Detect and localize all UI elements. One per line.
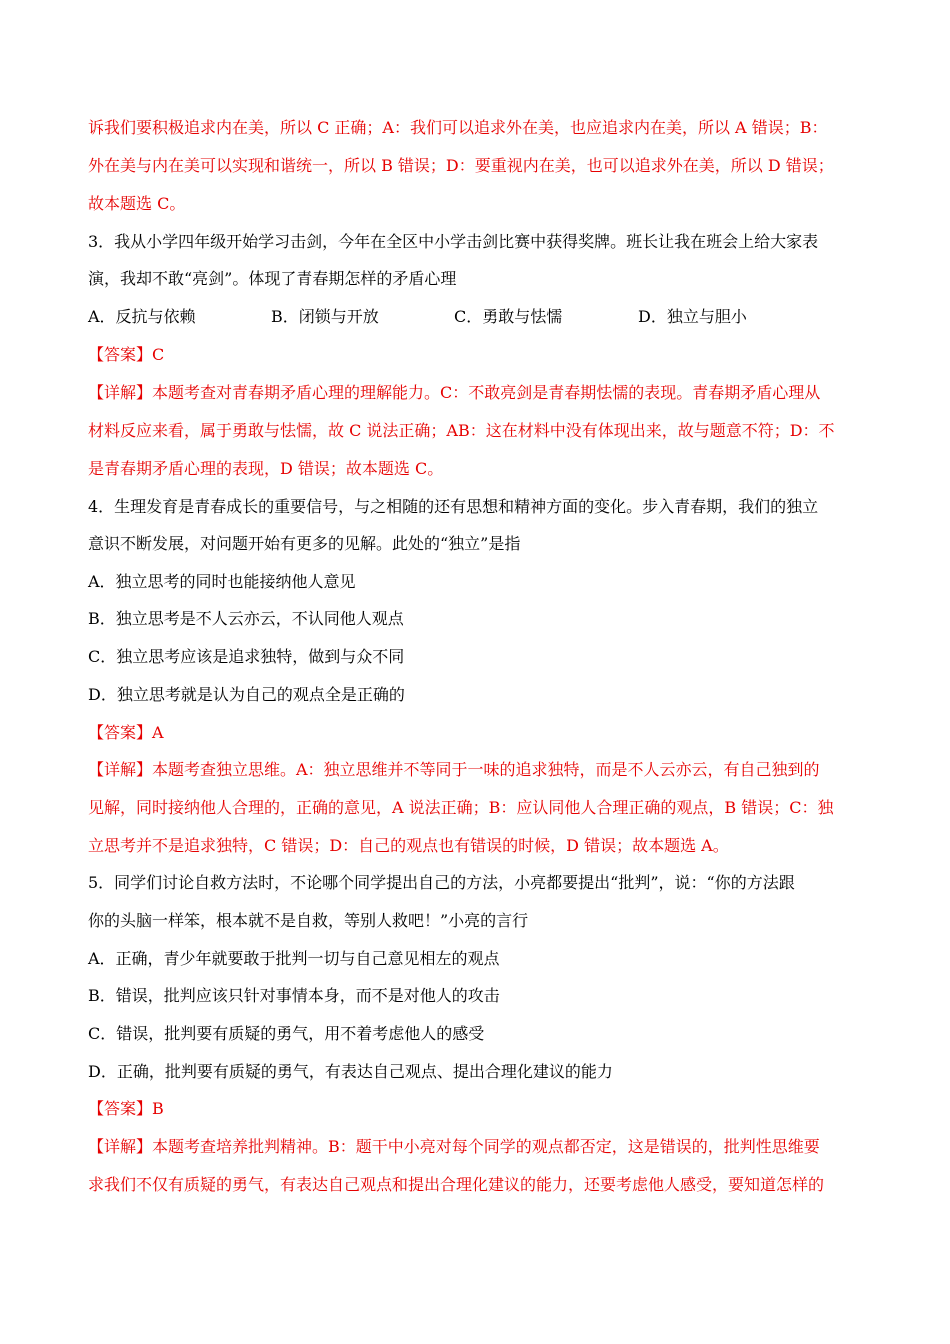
q3-option-d: D．独立与胆小 <box>638 307 747 326</box>
prev-explanation-line-2: 外在美与内在美可以实现和谐统一，所以 B 错误；D：要重视内在美，也可以追求外在美，所以 D 错误； <box>88 156 834 175</box>
q3-option-c: C．勇敢与怯懦 <box>454 307 563 326</box>
q4-option-c: C．独立思考应该是追求独特，做到与众不同 <box>88 647 405 666</box>
q4-explanation-line-2: 见解，同时接纳他人合理的，正确的意见，A 说法正确；B：应认同他人合理正确的观点，B 错误；C：独 <box>88 798 834 817</box>
q3-option-b: B．闭锁与开放 <box>271 307 379 326</box>
q3-explanation-line-3: 是青春期矛盾心理的表现，D 错误；故本题选 C。 <box>88 459 444 478</box>
q4-option-d: D．独立思考就是认为自己的观点全是正确的 <box>88 685 405 704</box>
q3-stem-line-2: 演，我却不敢“亮剑”。体现了青春期怎样的矛盾心理 <box>88 269 457 288</box>
q3-answer: 【答案】C <box>88 345 165 364</box>
q5-option-d: D．正确，批判要有质疑的勇气，有表达自己观点、提出合理化建议的能力 <box>88 1062 613 1081</box>
q5-option-b: B．错误，批判应该只针对事情本身，而不是对他人的攻击 <box>88 986 500 1005</box>
q4-answer: 【答案】A <box>88 723 164 742</box>
q4-stem-line-2: 意识不断发展，对问题开始有更多的见解。此处的“独立”是指 <box>88 534 521 553</box>
q5-answer: 【答案】B <box>88 1099 164 1118</box>
q5-stem-line-1: 5．同学们讨论自救方法时，不论哪个同学提出自己的方法，小亮都要提出“批判”，说：“你的方法跟 <box>88 873 795 892</box>
q5-option-c: C．错误，批判要有质疑的勇气，用不着考虑他人的感受 <box>88 1024 485 1043</box>
q4-stem-line-1: 4．生理发育是青春成长的重要信号，与之相随的还有思想和精神方面的变化。步入青春期，我们的独立 <box>88 497 819 516</box>
q3-option-a: A．反抗与依赖 <box>88 307 196 326</box>
q3-options-row <box>88 306 868 328</box>
q3-stem-line-1: 3．我从小学四年级开始学习击剑，今年在全区中小学击剑比赛中获得奖牌。班长让我在班会上给大家表 <box>88 232 819 251</box>
q5-explanation-line-2: 求我们不仅有质疑的勇气，有表达自己观点和提出合理化建议的能力，还要考虑他人感受，要知道怎样的 <box>88 1175 825 1194</box>
q3-explanation-line-1: 【详解】本题考查对青春期矛盾心理的理解能力。C：不敢亮剑是青春期怯懦的表现。青春期矛盾心理从 <box>88 383 821 402</box>
prev-explanation-line-3: 故本题选 C。 <box>88 194 186 213</box>
q3-explanation-line-2: 材料反应来看，属于勇敢与怯懦，故 C 说法正确；AB：这在材料中没有体现出来，故与题意不符；D：不 <box>88 421 835 440</box>
q5-option-a: A．正确，青少年就要敢于批判一切与自己意见相左的观点 <box>88 949 500 968</box>
q4-option-a: A．独立思考的同时也能接纳他人意见 <box>88 572 356 591</box>
prev-explanation-line-1: 诉我们要积极追求内在美，所以 C 正确；A：我们可以追求外在美，也应追求内在美，所以 A 错误；B： <box>88 118 828 137</box>
q4-explanation-line-1: 【详解】本题考查独立思维。A：独立思维并不等同于一味的追求独特，而是不人云亦云，有自己独到的 <box>88 760 820 779</box>
q5-stem-line-2: 你的头脑一样笨，根本就不是自救，等别人救吧！”小亮的言行 <box>88 911 529 930</box>
q4-option-b: B．独立思考是不人云亦云，不认同他人观点 <box>88 609 404 628</box>
q4-explanation-line-3: 立思考并不是追求独特，C 错误；D：自己的观点也有错误的时候，D 错误；故本题选 A。 <box>88 836 729 855</box>
q5-explanation-line-1: 【详解】本题考查培养批判精神。B：题干中小亮对每个同学的观点都否定，这是错误的，批判性思维要 <box>88 1137 820 1156</box>
